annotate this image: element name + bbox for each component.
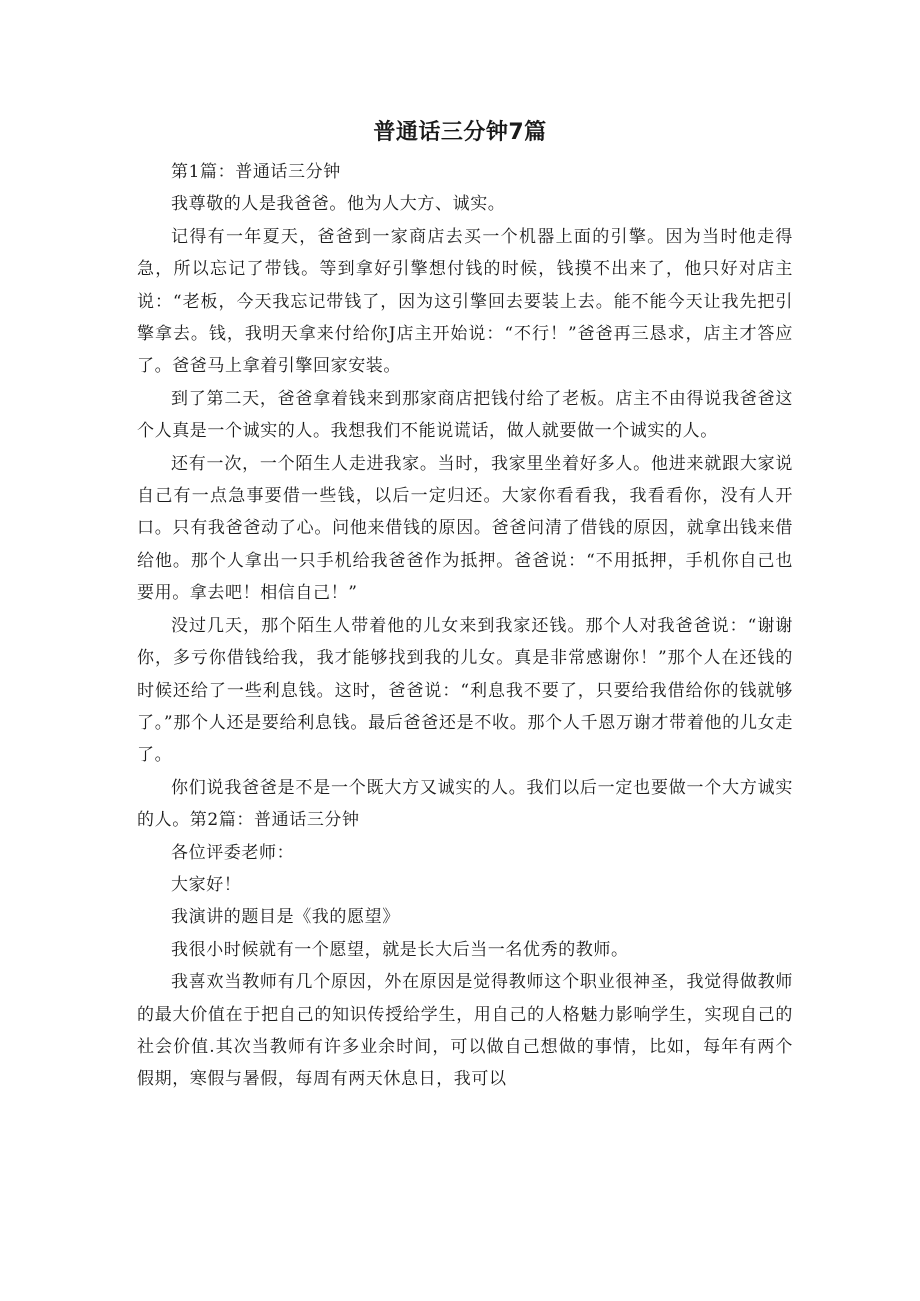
paragraph-2: 我尊敬的人是我爸爸。他为人大方、诚实。 [171, 194, 506, 215]
paragraph-10: 我演讲的题目是《我的愿望》 [171, 907, 400, 928]
paragraph-8: 各位评委老师： [171, 842, 295, 863]
paragraph-1: 第1篇：普通话三分钟 [171, 162, 341, 182]
paragraph-9: 大家好！ [171, 874, 242, 895]
paragraph-12: 我喜欢当教师有几个原因，外在原因是觉得教师这个职业很神圣，我觉得做教师的最大价值在于把自己的知识传授给学生，用自己的人格魅力影响学生，实现自己的社会价值.其次当教师有许多业余时间，可以做自己想做的事情，比如，每年有两个假期，寒假与暑假，每周有两天休息日，我可以 [137, 972, 793, 1090]
paragraph-3: 记得有一年夏天，爸爸到一家商店去买一个机器上面的引擎。因为当时他走得急，所以忘记了带钱。等到拿好引擎想付钱的时候，钱摸不出来了，他只好对店主说：“老板，今天我忘记带钱了，因为这引擎回去要装上去。能不能今天让我先把引擎拿去。钱，我明天拿来付给你J店主开始说：“不行！”爸爸再三恳求，店主才答应了。爸爸马上拿着引擎回家安装。 [137, 226, 793, 377]
paragraph-5: 还有一次，一个陌生人走进我家。当时，我家里坐着好多人。他进来就跟大家说自己有一点急事要借一些钱，以后一定归还。大家你看看我，我看看你，没有人开口。只有我爸爸动了心。问他来借钱的原因。爸爸问清了借钱的原因，就拿出钱来借给他。那个人拿出一只手机给我爸爸作为抵押。爸爸说：“不用抵押，手机你自己也要用。拿去吧！相信自己！” [137, 453, 793, 604]
document-body [137, 156, 793, 1096]
paragraph-7: 你们说我爸爸是不是一个既大方又诚实的人。我们以后一定也要做一个大方诚实的人。第2篇：普通话三分钟 [137, 777, 793, 831]
paragraph-11: 我很小时候就有一个愿望，就是长大后当一名优秀的教师。 [171, 939, 629, 960]
document-title: 普通话三分钟7篇 [373, 120, 547, 145]
paragraph-6: 没过几天，那个陌生人带着他的儿女来到我家还钱。那个人对我爸爸说：“谢谢你，多亏你借钱给我，我才能够找到我的儿女。真是非常感谢你！”那个人在还钱的时候还给了一些利息钱。这时，爸爸说：“利息我不要了，只要给我借给你的钱就够了。”那个人还是要给利息钱。最后爸爸还是不收。那个人千恩万谢才带着他的儿女走了。 [137, 615, 793, 766]
paragraph-4: 到了第二天，爸爸拿着钱来到那家商店把钱付给了老板。店主不由得说我爸爸这个人真是一个诚实的人。我想我们不能说谎话，做人就要做一个诚实的人。 [137, 388, 793, 442]
